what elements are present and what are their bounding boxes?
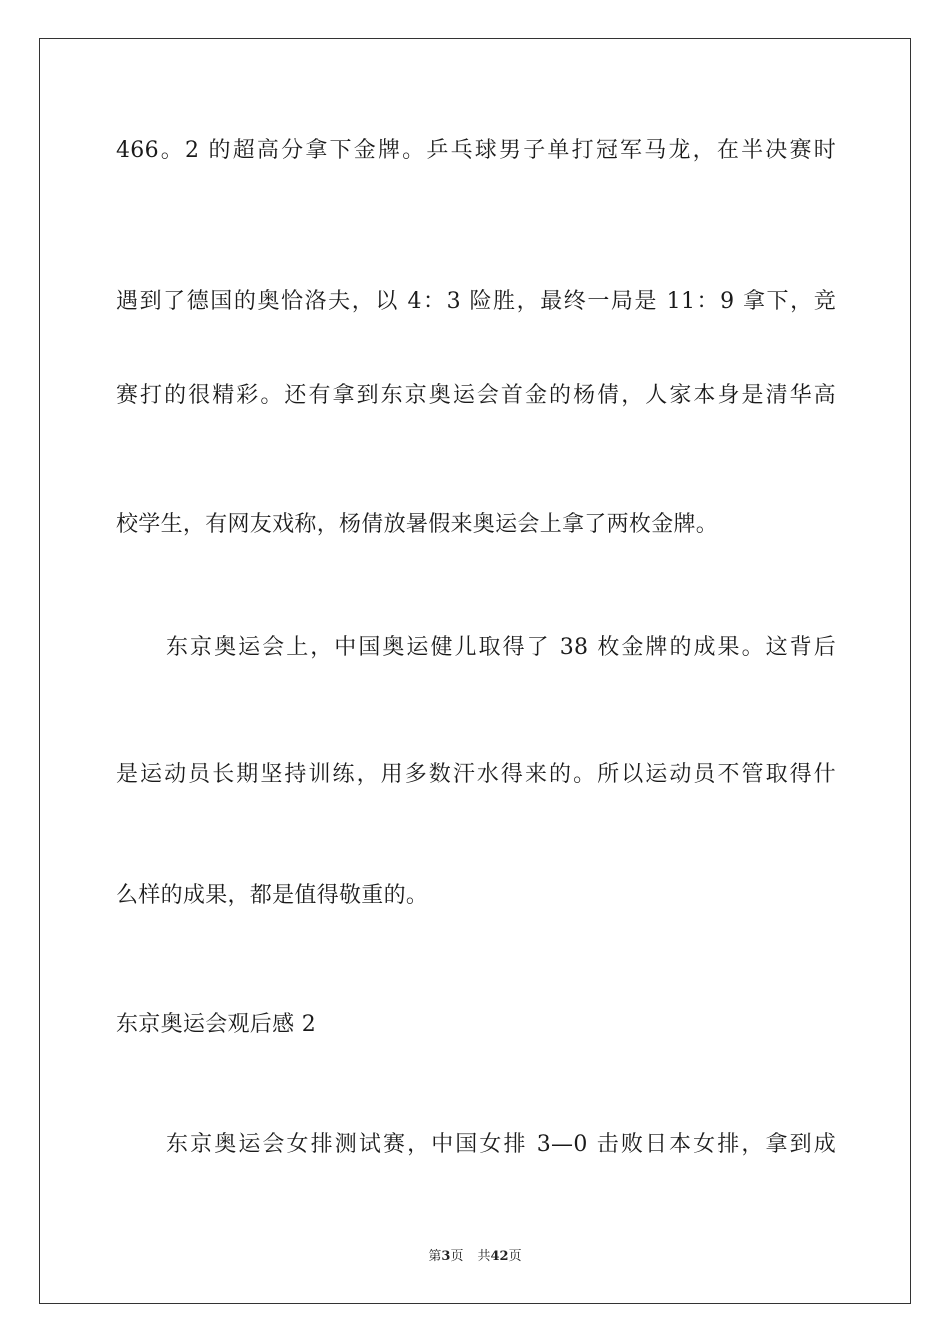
body-line-5: 东京奥运会上，中国奥运健儿取得了 38 枚金牌的成果。这背后 — [166, 635, 836, 660]
footer-total-prefix: 共 — [477, 1249, 491, 1264]
body-line-7: 么样的成果，都是值得敬重的。 — [116, 883, 429, 908]
footer-page-mid: 页 — [450, 1249, 464, 1264]
body-line-6: 是运动员长期坚持训练，用多数汗水得来的。所以运动员不管取得什 — [116, 762, 836, 787]
footer-page-total: 42 — [490, 1249, 509, 1264]
body-line-4: 校学生，有网友戏称，杨倩放暑假来奥运会上拿了两枚金牌。 — [116, 512, 719, 537]
footer-page-prefix: 第 — [428, 1249, 442, 1264]
footer-page-current: 3 — [441, 1249, 451, 1264]
body-line-2: 遇到了德国的奥恰洛夫，以 4：3 险胜，最终一局是 11：9 拿下，竞 — [116, 289, 836, 314]
body-line-8: 东京奥运会女排测试赛，中国女排 3—0 击败日本女排，拿到成 — [166, 1132, 836, 1157]
page-border — [39, 38, 911, 1304]
footer-total-suffix: 页 — [508, 1249, 522, 1264]
section-heading: 东京奥运会观后感 2 — [116, 1012, 316, 1037]
body-line-1: 466。2 的超高分拿下金牌。乒乓球男子单打冠军马龙，在半决赛时 — [116, 138, 836, 163]
body-line-3: 赛打的很精彩。还有拿到东京奥运会首金的杨倩，人家本身是清华高 — [116, 383, 836, 408]
page-footer — [0, 1248, 950, 1266]
